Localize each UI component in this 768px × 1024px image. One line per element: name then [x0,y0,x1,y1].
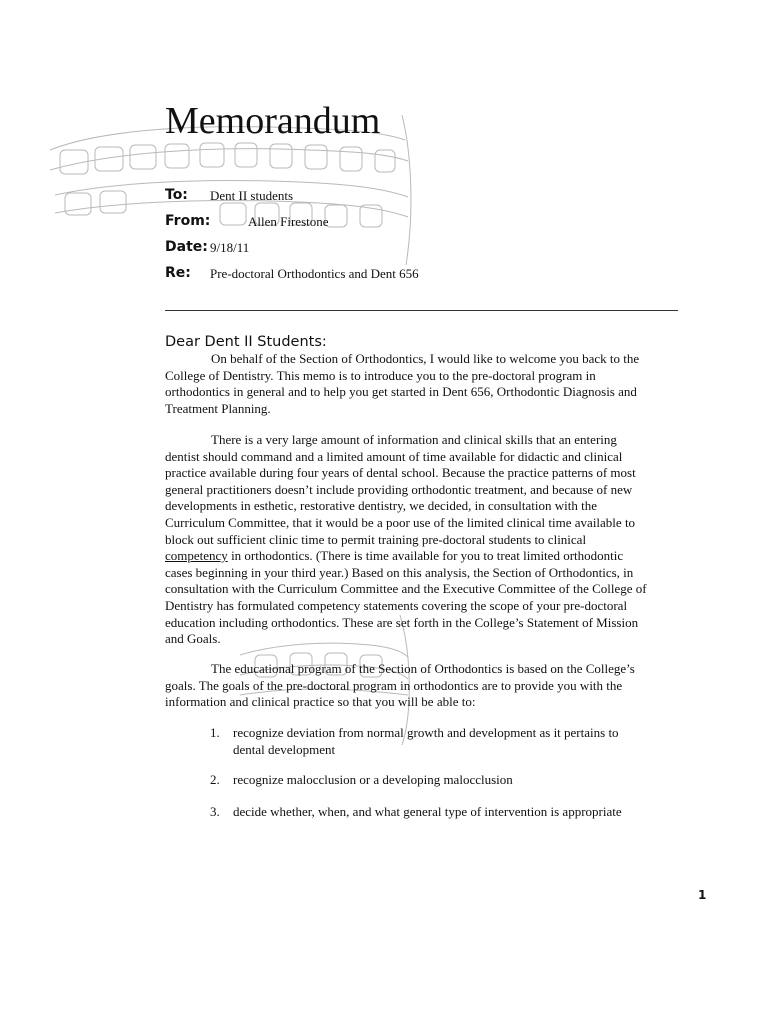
paragraph-2-line: dentist should command and a limited amount of time available for didactic and clinical [165,448,623,464]
paragraph-2-line: cases beginning in your third year.) Based on this analysis, the Section of Orthodontics, in [165,564,634,580]
paragraph-1 [165,351,680,417]
paragraph-2 [165,432,680,648]
from-value: Allen Firestone [248,214,329,229]
paragraph-2-line: practice available during four years of dental school. Because the practice patterns of most [165,465,636,481]
list-item-text: decide whether, when, and what general type of intervention is appropriate [233,804,622,819]
paragraph-2-line: There is a very large amount of information and clinical skills that an entering [211,432,617,447]
from-label: From: [165,213,211,229]
paragraph-1-line: College of Dentistry. This memo is to introduce you to the pre-doctoral program in [165,367,596,383]
paragraph-3 [165,661,680,711]
page-number: 1 [698,888,707,902]
memo-title: Memorandum [165,100,381,142]
to-label: To: [165,187,188,203]
header-divider [165,310,678,311]
date-label: Date: [165,239,208,255]
paragraph-1-line: Treatment Planning. [165,400,271,416]
list-item-text: dental development [233,741,336,757]
list-item [210,725,650,758]
re-value: Pre-doctoral Orthodontics and Dent 656 [210,266,419,281]
to-value: Dent II students [210,188,294,203]
list-item-number: 2. [210,772,220,787]
paragraph-2-line: Dentistry has formulated competency statements covering the scope of your pre-doctoral [165,597,628,613]
list-item [210,804,650,821]
paragraph-2-line: block out sufficient clinic time to permit training pre-doctoral students to clinical [165,531,587,547]
paragraph-2-line: Curriculum Committee, that it would be a poor use of the limited clinical time available to [165,514,636,530]
paragraph-1-line: On behalf of the Section of Orthodontics, I would like to welcome you back to the [211,351,640,366]
paragraph-2-line: consultation with the Curriculum Committee and the Executive Committee of the College of [165,581,647,597]
paragraph-2-line: in orthodontics. (There is time available for you to treat limited orthodontic [227,548,624,564]
paragraph-2-line: education including orthodontics. These are set forth in the College’s Statement of Mission [165,614,639,630]
re-label: Re: [165,265,191,281]
competency-term: competency [165,548,228,564]
list-item-number: 1. [210,725,220,740]
date-value: 9/18/11 [210,240,250,255]
paragraph-2-line: developments in esthetic, restorative dentistry, we decided, in consultation with the [165,498,598,514]
greeting: Dear Dent II Students: [165,334,327,350]
paragraph-2-line: and Goals. [165,631,221,647]
paragraph-2-line: general practitioners doesn’t include providing orthodontic treatment, and because of new [165,481,633,497]
paragraph-3-line: goals. The goals of the pre-doctoral program in orthodontics are to provide you with the [165,677,623,693]
paragraph-1-line: orthodontics in general and to help you get started in Dent 656, Orthodontic Diagnosis and [165,384,637,400]
list-item [210,772,650,789]
paragraph-3-line: information and clinical practice so that you will be able to: [165,694,476,710]
list-item-text: recognize deviation from normal growth and development as it pertains to [233,725,619,740]
list-item-text: recognize malocclusion or a developing malocclusion [233,772,513,787]
list-item-number: 3. [210,804,220,819]
paragraph-3-line: The educational program of the Section of Orthodontics is based on the College’s [211,661,635,676]
